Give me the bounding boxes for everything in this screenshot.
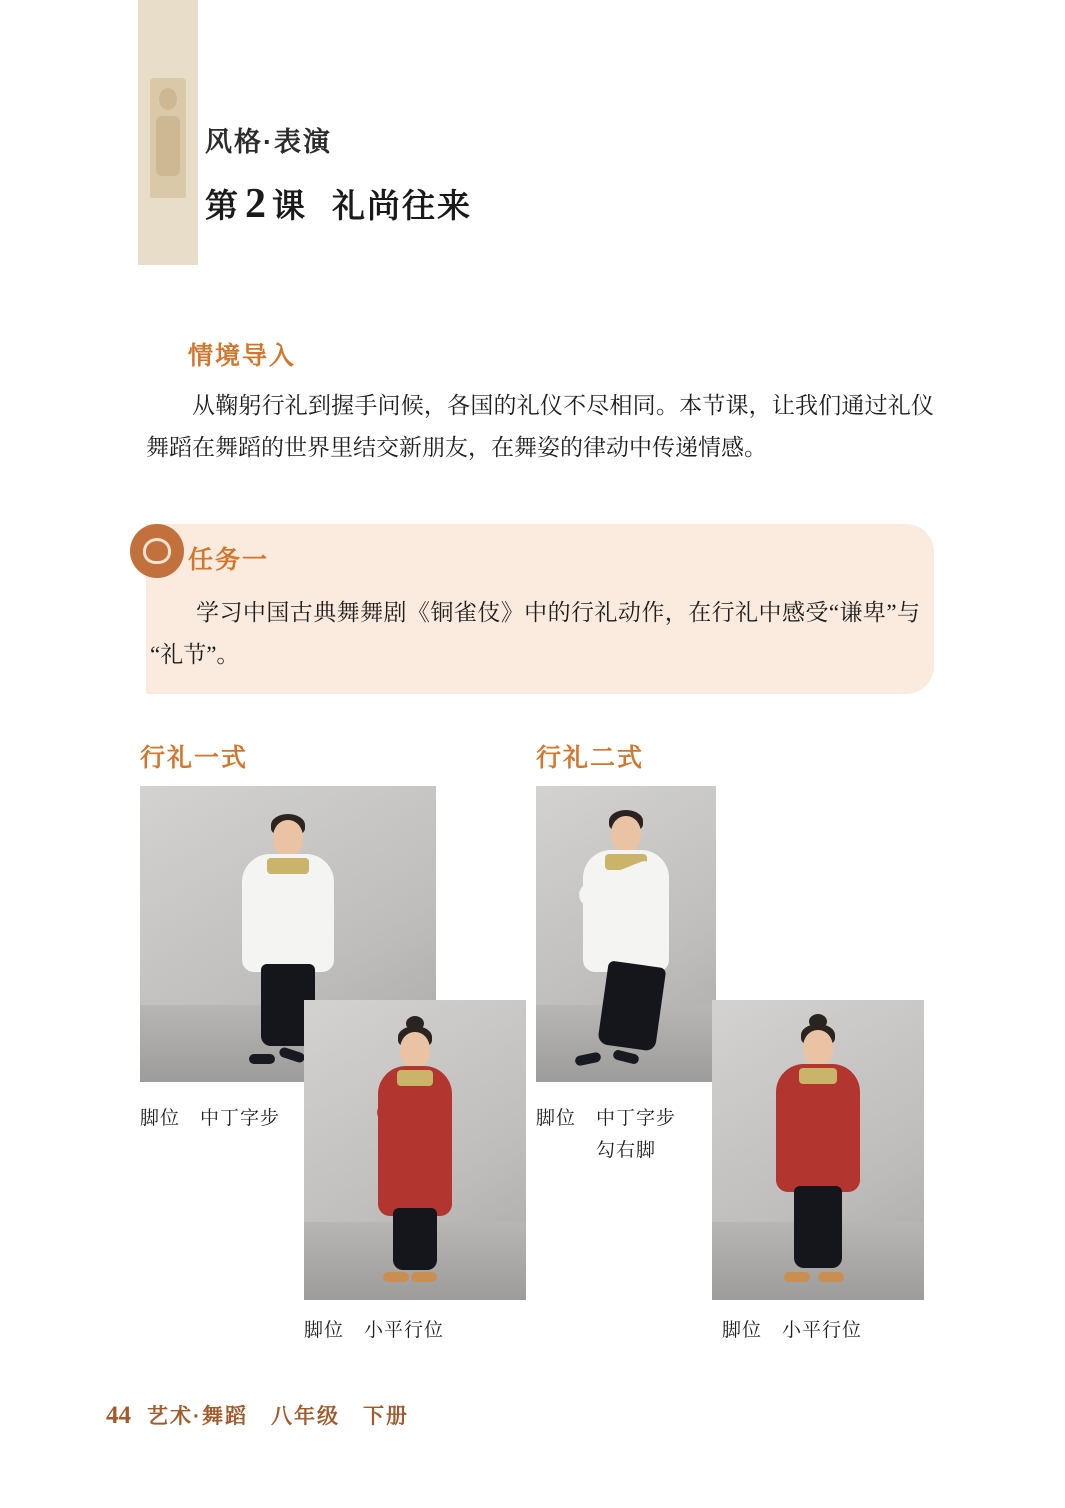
task-label: 任务一 [188,546,270,574]
photo-caption-1-line1: 脚位 中丁字步 [140,1108,281,1129]
lesson-number: 2 [245,181,266,227]
ancient-figurine-icon [150,78,186,198]
photo-caption-2-line1: 脚位 小平行位 [304,1320,445,1341]
lesson-prefix: 第 [205,187,239,224]
intro-paragraph: 从鞠躬行礼到握手问候，各国的礼仪不尽相同。本节课，让我们通过礼仪舞蹈在舞蹈的世界里结交新朋友，在舞姿的律动中传递情感。 [146,393,934,460]
photo-caption-4-line1: 脚位 小平行位 [722,1320,863,1341]
photo-male-salute-form-two [536,786,716,1082]
task-paragraph: 学习中国古典舞舞剧《铜雀伎》中的行礼动作，在行礼中感受“谦卑”与“礼节”。 [150,600,920,667]
page-title: 礼尚往来 [332,187,472,224]
dancer-figure-female-1 [355,1016,475,1282]
footer-page-number: 44 [106,1402,131,1429]
section-heading-1: 行礼一式 [140,744,249,772]
photo-caption-3-line2: 勾右脚 [596,1140,657,1161]
photo-female-salute-form-two [712,1000,924,1300]
photo-female-salute-form-one [304,1000,526,1300]
lesson-title-line [205,180,472,228]
section-kicker: 风格·表演 [205,127,332,157]
intro-heading: 情境导入 [188,342,297,370]
footer-text: 艺术·舞蹈 八年级 下册 [147,1405,409,1428]
dancer-figure-male-2 [551,810,701,1064]
task-badge-icon [130,524,184,578]
page-footer [106,1400,409,1430]
photo-caption-3-line1: 脚位 中丁字步 [536,1108,677,1129]
dancer-figure-female-2 [758,1014,878,1282]
lesson-suffix: 课 [272,187,306,224]
section-heading-2: 行礼二式 [536,744,645,772]
